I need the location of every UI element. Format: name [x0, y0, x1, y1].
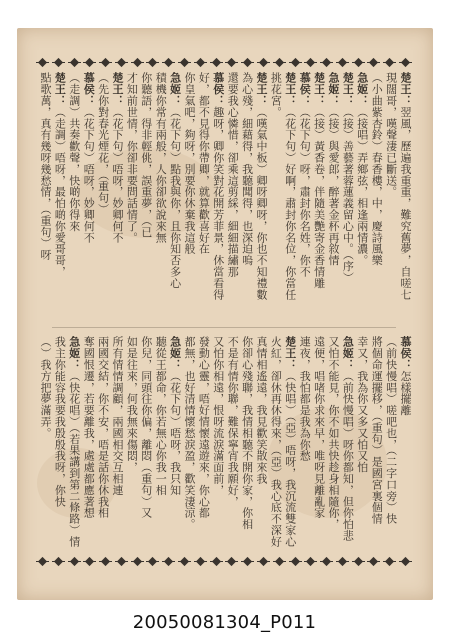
lower-text-column [111, 336, 124, 582]
lower-text-column [197, 336, 210, 582]
lower-text-column [385, 336, 398, 582]
upper-text-column [53, 72, 66, 316]
speaker-label: 楚王： [399, 72, 412, 107]
border-ornament [162, 556, 175, 567]
upper-text-column [68, 72, 81, 316]
border-ornament [241, 556, 254, 567]
upper-text-column [154, 72, 167, 316]
border-ornament [336, 57, 349, 68]
lower-text-column [356, 336, 369, 582]
border-ornament [367, 556, 380, 567]
lower-text-column [399, 336, 412, 582]
speaker-label: 急姬： [168, 72, 182, 107]
lower-text-column [327, 336, 340, 582]
border-ornament [273, 57, 286, 68]
border-ornament [241, 57, 254, 68]
border-ornament [367, 57, 380, 68]
border-ornament [115, 556, 128, 567]
border-ornament [146, 556, 159, 567]
lyric-text: 兩國交結，你不安，唔是話你休我相 [96, 336, 110, 519]
border-ornament [210, 57, 223, 68]
speaker-label: 慕侯： [298, 72, 312, 107]
lyric-text: （花下句）好啊，肅封你名位，你當任 [283, 106, 297, 301]
lyric-text: 為心殘，細藉得，我聽聞得，也深迫嗚 [240, 72, 254, 266]
lyric-text: 你卻心殘聯，我情相聽不開你家，你相 [240, 336, 254, 530]
upper-text-column [111, 72, 124, 316]
upper-text-column [125, 72, 138, 316]
lyric-text: （接）黃香卷，伴隨美艷寄金香情雕 [312, 106, 326, 289]
lyric-text: 你聽語，得非輕佻，誤重夢，（已 [139, 72, 153, 238]
speaker-label: 楚王： [341, 72, 355, 107]
border-ornament [399, 57, 412, 68]
lower-text-column [97, 336, 110, 582]
border-ornament [320, 556, 333, 567]
lyric-text: （接）與愛郎，醉著金杯再敘情 [327, 106, 340, 266]
lyric-text: 挑花宮。 [269, 72, 283, 118]
border-ornament [289, 57, 302, 68]
border-ornament [210, 556, 223, 567]
lower-text-column [255, 336, 268, 582]
upper-text-column [39, 72, 52, 316]
upper-text-column [82, 72, 95, 316]
speaker-label: 楚王： [53, 72, 67, 107]
border-ornament [178, 57, 191, 68]
border-ornament [115, 57, 128, 68]
border-ornament [399, 556, 412, 567]
lyric-text: 火紅，卻休再休得來，（亞）我心底不深好 [269, 336, 283, 548]
lyric-text: 你兒，同頭往你偏，離悶（重句）又 [139, 336, 153, 519]
lower-text-column [370, 336, 383, 582]
lyric-text: （花下句）唔呀，我只知 [168, 370, 182, 496]
lyric-text: （花下句）點我與你，且你知否多心 [168, 106, 182, 289]
upper-text-column [284, 72, 297, 316]
border-ornament [289, 556, 302, 567]
border-ornament [131, 556, 144, 567]
border-ornament [352, 57, 365, 68]
border-ornament [320, 57, 333, 68]
lyric-text: 連夜，我怕都是我為你愁 [298, 336, 312, 462]
lyric-text: （快唱）（亞）唔呀，我沉流雙家心 [283, 370, 297, 548]
lower-text-column [68, 336, 81, 582]
border-ornament [257, 57, 270, 68]
speaker-label: 急姬： [168, 336, 182, 371]
lyric-text: 不是有情你聯，難保寧宵我願好， [226, 336, 240, 507]
upper-text-column [241, 72, 254, 316]
border-ornament [225, 57, 238, 68]
border-ornament [178, 556, 191, 567]
lyric-text: 又怕你相遠，恨呀流淚滿面前， [211, 336, 225, 496]
lyric-text: 奪國恨遷，若要離我，處處都應著想 [82, 336, 96, 519]
scanned-page [17, 28, 433, 600]
lyric-text: （接唱）弄鄉弦，相逢兩情濃。 [355, 106, 369, 266]
lyric-text: （先你對春光煙花，（重句） [96, 72, 110, 215]
speaker-label: 急姬： [67, 336, 81, 371]
upper-text-column [356, 72, 369, 316]
lyric-text: 所有情情調顧，兩國相交互相連 [111, 336, 124, 496]
border-ornament [52, 556, 65, 567]
upper-text-column [313, 72, 326, 316]
upper-text-column [140, 72, 153, 316]
border-ornament [99, 57, 112, 68]
lyric-text: （快花唱）（若果講到第二條路）情 [67, 370, 81, 548]
lower-text-column [341, 336, 354, 582]
top-ornamental-border [36, 56, 412, 69]
upper-text-column [399, 72, 412, 316]
lyric-text: 好，都不見得你帶卿，就算歡喜好在 [197, 72, 211, 255]
border-ornament [304, 57, 317, 68]
upper-text-column [298, 72, 311, 316]
lyric-text: （花下句）唔呀，妙卿何不 [111, 106, 124, 244]
lower-text-column [284, 336, 297, 582]
lower-text-column [183, 336, 196, 582]
speaker-label: 急姬： [355, 72, 369, 107]
speaker-label: 急姬： [341, 336, 355, 371]
border-ornament [131, 57, 144, 68]
upper-text-column [255, 72, 268, 316]
lower-text-column [241, 336, 254, 582]
lyric-text: （嘆氣中板）卿呀卿呀，你也不知禮數 [255, 106, 268, 301]
lower-text-column [269, 336, 282, 582]
border-ornament [257, 556, 270, 567]
upper-text-column [269, 72, 282, 316]
lyric-text: 怎樣擺離 [399, 370, 412, 416]
border-ornament [68, 57, 81, 68]
lyric-text: （小曲紫杏鈴）春香樓，中，慶詩風樂 [370, 72, 384, 266]
upper-text-column [197, 72, 210, 316]
lyric-text: （花下句）唔呀，妙卿何不 [82, 106, 96, 244]
lyric-text: （花下句）呀，肅封你名姓，你不 [298, 106, 312, 278]
image-caption: 20050081304_P011 [132, 612, 317, 633]
lower-text-column [39, 336, 52, 582]
lower-text-column [154, 336, 167, 582]
upper-text-column [226, 72, 239, 316]
bottom-ornamental-border [36, 555, 412, 568]
border-ornament [83, 556, 96, 567]
lyric-text: 幸又，我為你又多又怕又怕 [355, 336, 369, 473]
speaker-label: 慕侯： [399, 336, 412, 371]
lyric-text: 都無，也好清情懷愁淚盈，歡笑淒涼。 [183, 336, 196, 530]
border-ornament [162, 57, 175, 68]
lower-text-column [53, 336, 66, 582]
border-ornament [36, 57, 49, 68]
speaker-label: 楚王： [255, 72, 268, 107]
lyric-text: 將個命運擺移，（重句）是國宮裏個情 [370, 336, 384, 525]
lyric-text: （前快慢唱）呀你都知，但你怕悲 [341, 370, 355, 542]
lyric-text: （前快慢唱）嗟吧也，（二字口旁）快 [384, 336, 398, 525]
upper-text-column [183, 72, 196, 316]
lower-text-column [169, 336, 182, 582]
upper-text-column [385, 72, 398, 316]
lyric-text: 積機你常有兩般，人你卻欲說來無 [154, 72, 168, 243]
lyric-text: 我主你能容我要我殷殷我呀，你快 [53, 336, 67, 507]
border-ornament [146, 57, 159, 68]
lower-text-column [125, 336, 138, 582]
lyric-text: 還要我心憐惜，卻乘這剪綵，細細描繡那 [226, 72, 240, 278]
upper-text-column [370, 72, 383, 316]
lyric-text: 點歌萬，真有幾呀幾愁情，（重句）呀 [39, 72, 52, 261]
lyric-text: 發動心靈，唔好情懷遠遊來，你心都 [197, 336, 211, 519]
border-ornament [83, 57, 96, 68]
border-ornament [383, 57, 396, 68]
speaker-label: 楚王： [312, 72, 326, 107]
speaker-label: 急姬： [327, 72, 340, 107]
speaker-label: 楚王： [111, 72, 124, 107]
lower-text-column [212, 336, 225, 582]
lyric-text: 如是往來，何我無來傷悶， [125, 336, 139, 473]
lyric-text: （走調）共奏歡聲，快啲你得來 [67, 72, 81, 232]
upper-text-column [212, 72, 225, 316]
lyric-text: （接）善藝著蓉蓮義留心中。（序） [341, 106, 355, 284]
border-ornament [194, 556, 207, 567]
lyric-text: 翌風，歷遍我重重，難究舊夢，自嗟七 [399, 106, 412, 301]
lower-text-column [298, 336, 311, 582]
border-ornament [273, 556, 286, 567]
lower-text-column [82, 336, 95, 582]
border-ornament [194, 57, 207, 68]
border-ornament [352, 556, 365, 567]
border-ornament [68, 556, 81, 567]
border-ornament [52, 57, 65, 68]
upper-text-column [169, 72, 182, 316]
border-ornament [99, 556, 112, 567]
lyric-text: （）我方把夢滿弄。 [39, 336, 52, 439]
lower-text-column [226, 336, 239, 582]
upper-text-column [341, 72, 354, 316]
lyric-text: 才知前世情，你卻非要問話情了。 [125, 72, 139, 243]
lyric-text: （走調）唔呀，最怕啲你愛哥哥， [53, 106, 67, 278]
upper-text-column [327, 72, 340, 316]
speaker-label: 慕侯： [211, 72, 225, 107]
upper-text-column [97, 72, 110, 316]
lyric-text: 聽從王都命，你若無心你我一相 [154, 336, 168, 496]
lyric-text: 又怕不能見，你不如共快趁身相隨你， [327, 336, 340, 530]
border-ornament [383, 556, 396, 567]
lyric-text: 現闊哥，嘆聲淒已斷送。 [384, 72, 398, 198]
lower-text-column [140, 336, 153, 582]
border-ornament [304, 556, 317, 567]
border-ornament [336, 556, 349, 567]
lyric-text: 遠便，唱啫你求來早，唯呀見離亂家 [312, 336, 326, 519]
speaker-label: 楚王： [283, 336, 297, 371]
section-divider [52, 327, 396, 328]
lyric-text: 真情相遙遠，我見歡笑散來我 [255, 336, 268, 485]
speaker-label: 楚王： [283, 72, 297, 107]
speaker-label: 慕侯： [82, 72, 96, 107]
lower-text-column [313, 336, 326, 582]
lyric-text: 趣呀，卿你笑對花開芳菲景，休當看得 [211, 106, 225, 301]
lyric-text: 你皇氣吧，夠呀，別要你休棄我這般 [183, 72, 196, 255]
border-ornament [36, 556, 49, 567]
border-ornament [225, 556, 238, 567]
